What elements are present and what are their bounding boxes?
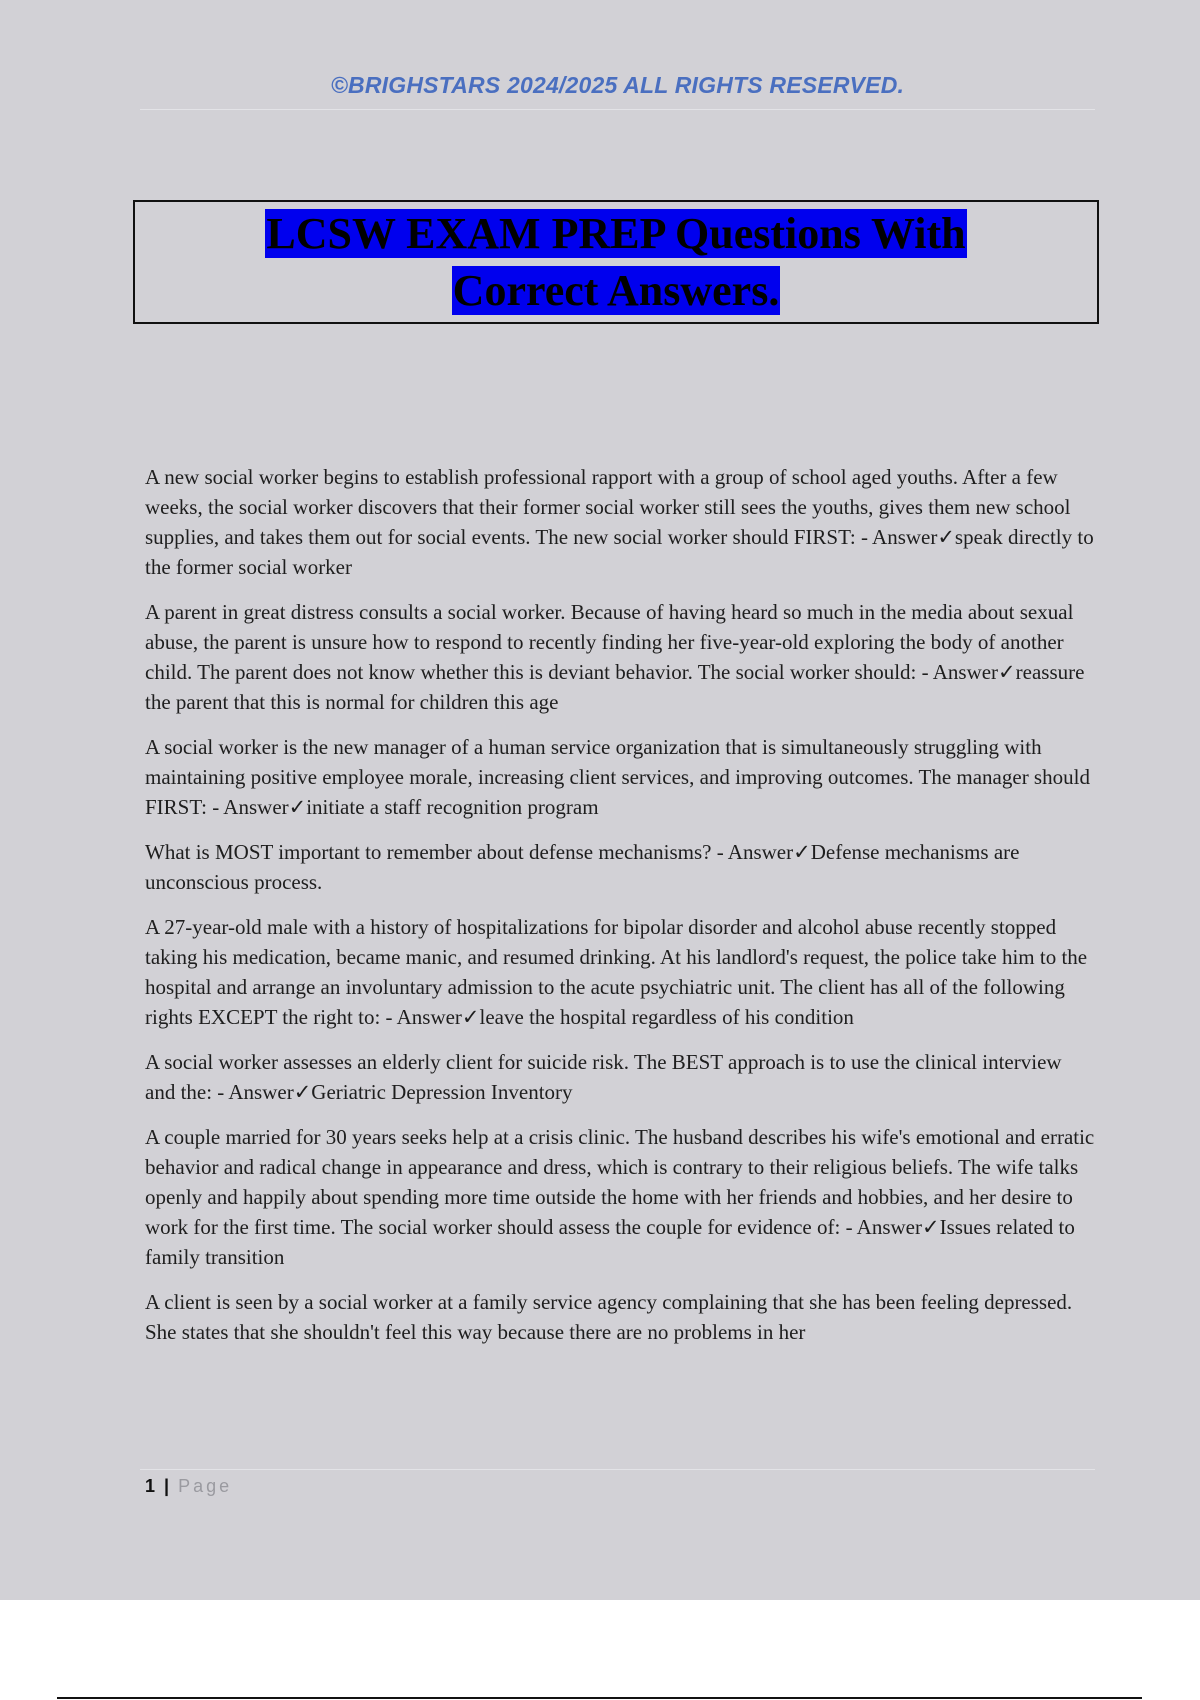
questions-list bbox=[145, 462, 1095, 1362]
title-line-2-wrap bbox=[135, 263, 1097, 319]
title-line-1: LCSW EXAM PREP Questions With bbox=[266, 209, 966, 258]
copyright-header: ©BRIGHSTARS 2024/2025 ALL RIGHTS RESERVED. bbox=[330, 72, 905, 98]
question-answer-item: A social worker assesses an elderly client for suicide risk. The BEST approach is to use the clinical interview and the: - Answer✓Geriatric Depression Inventory bbox=[145, 1050, 1062, 1104]
page-number: 1 bbox=[145, 1476, 156, 1496]
question-answer-item: A client is seen by a social worker at a family service agency complaining that she has been feeling depressed. She states that she shouldn't feel this way because there are no problems in her bbox=[145, 1290, 1073, 1344]
question-answer-item: A parent in great distress consults a social worker. Because of having heard so much in the media about sexual abuse, the parent is unsure how to respond to recently finding her five-year-old exploring the body of another child. The parent does not know whether this is deviant behavior. The social worker should: - Answer✓reassure the parent that this is normal for children this age bbox=[145, 600, 1085, 714]
question-answer-item: A couple married for 30 years seeks help at a crisis clinic. The husband describes his wife's emotional and erratic behavior and radical change in appearance and dress, which is contrary to their religious beliefs. The wife talks openly and happily about spending more time outside the home with her friends and hobbies, and her desire to work for the first time. The social worker should assess the couple for evidence of: - Answer✓Issues related to family transition bbox=[145, 1125, 1095, 1269]
page-footer bbox=[145, 1474, 232, 1498]
question-answer-item: A 27-year-old male with a history of hospitalizations for bipolar disorder and alcohol abuse recently stopped taking his medication, became manic, and resumed drinking. At his landlord's request, the police take him to the hospital and arrange an involuntary admission to the acute psychiatric unit. The client has all of the following rights EXCEPT the right to: - Answer✓leave the hospital regardless of his condition bbox=[145, 915, 1088, 1029]
header-divider bbox=[140, 109, 1095, 110]
page-label: Page bbox=[178, 1476, 233, 1496]
footer-separator: | bbox=[164, 1476, 170, 1496]
question-answer-item: What is MOST important to remember about defense mechanisms? - Answer✓Defense mechanisms are unconscious process. bbox=[145, 840, 1020, 894]
question-answer-item: A new social worker begins to establish professional rapport with a group of school aged youths. After a few weeks, the social worker discovers that their former social worker still sees the youths, gives them new school supplies, and takes them out for social events. The new social worker should FIRST: - Answer✓speak directly to the former social worker bbox=[145, 465, 1094, 579]
title-line-1-wrap bbox=[135, 206, 1097, 262]
question-answer-item: A social worker is the new manager of a human service organization that is simultaneously struggling with maintaining positive employee morale, increasing client services, and improving outcomes. The manager should FIRST: - Answer✓initiate a staff recognition program bbox=[145, 735, 1090, 819]
footer-divider bbox=[140, 1469, 1095, 1470]
next-page-rule bbox=[57, 1697, 1142, 1699]
title-box bbox=[133, 200, 1099, 324]
title-line-2: Correct Answers. bbox=[452, 266, 780, 315]
